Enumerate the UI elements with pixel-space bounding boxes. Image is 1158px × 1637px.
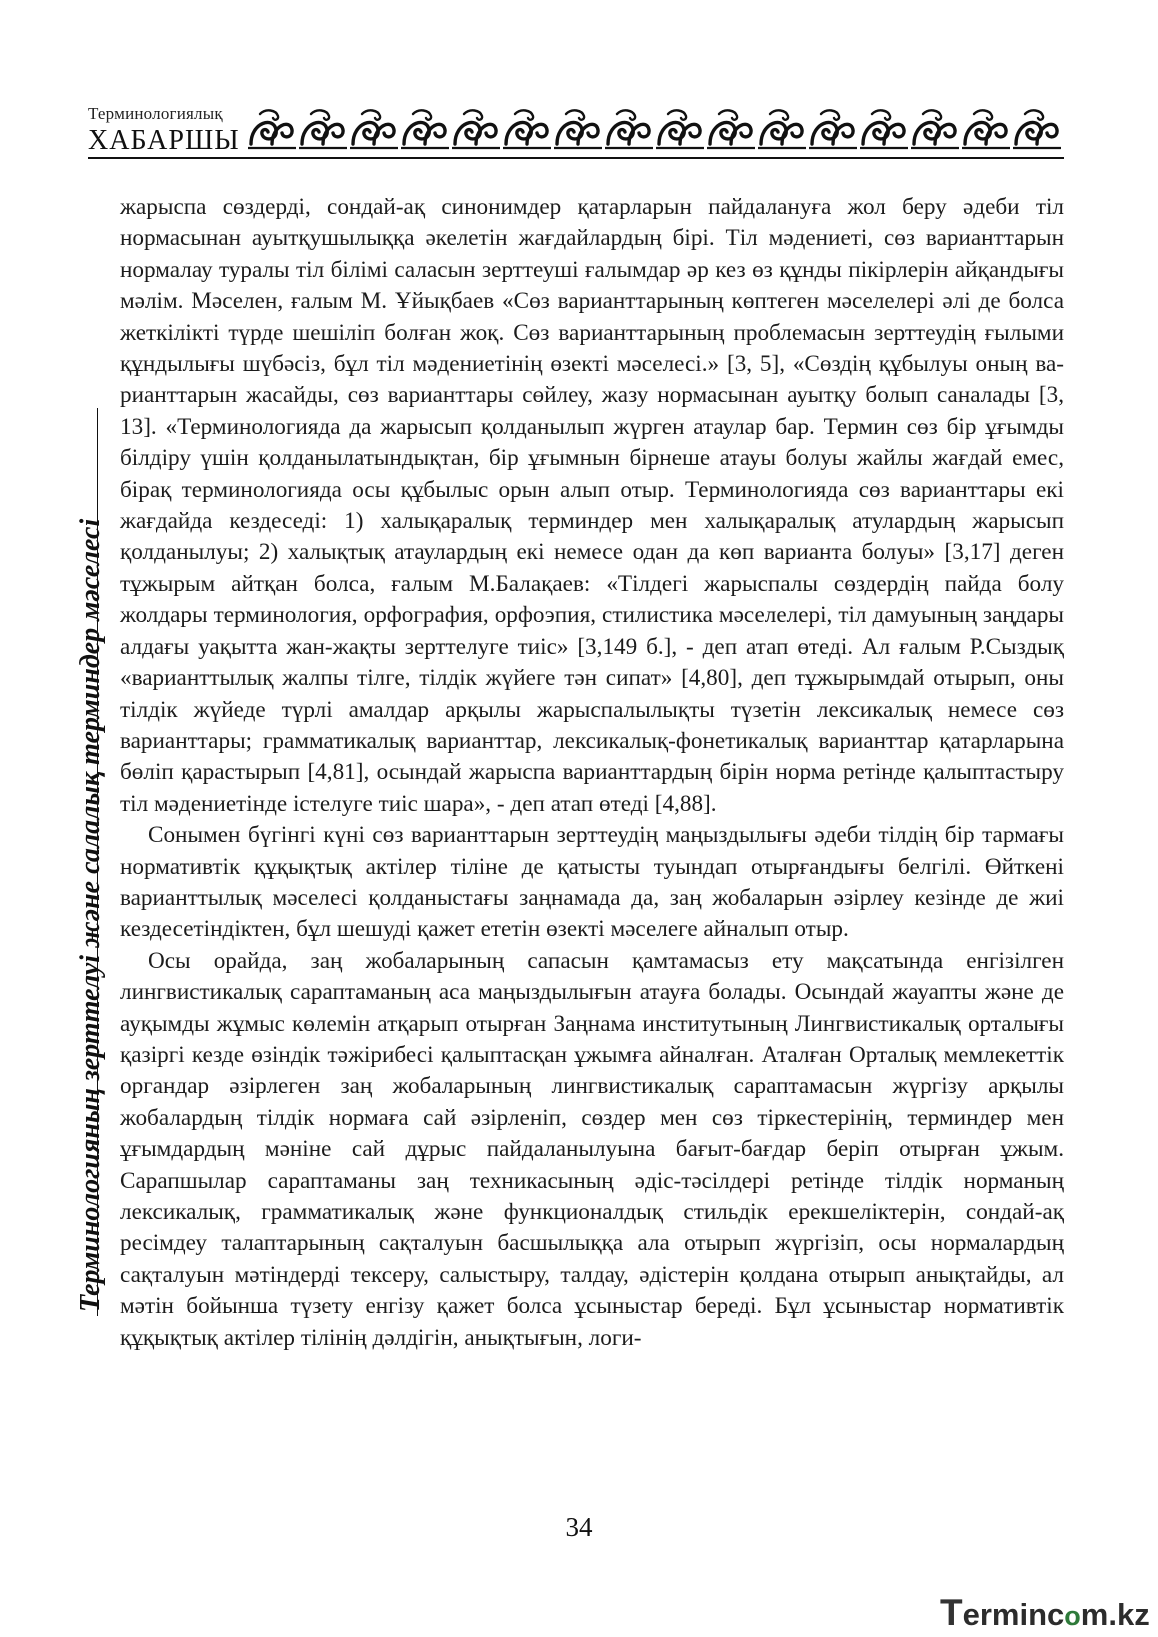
logo-text: erminc xyxy=(962,1597,1065,1632)
logo-letter: T xyxy=(940,1592,963,1633)
body-paragraph: жарыспа сөздерді, сондай-ақ синонимдер қатарларын пайдалануға жол беру әдеби тіл нормасынан ауытқушылыққа әкелетін жағдайлардың бірі. Тіл мәдениеті, сөз варианттарын нормалау туралы тіл білімі саласын зерттеуші ғалымдар әр кез өз құнды пікірлерін айқандығы мәлім. Мәселен, ғалым М. Ұйықбаев «Сөз варианттарының көптеген мәселелері әлі де болса жеткілікті түрде шешіліп болған жоқ. Сөз варианттарының проблемасын зерттеудің ғылыми құндылығы шүбәсіз, бұл тіл мәдениетінің өзекті мәселесі.» [3, 5], «Сөздің құбылуы оның варианттарын жасайды, сөз варианттары сөйлеу, жазу нормасынан ауытқу болып саналады [3, 13]. «Терминологияда да жарысып қолданылып жүрген атаулар бар. Термин сөз бір ұғымды білдіру үшін қолданылатындықтан, бір ұғымнын бірнеше атауы болуы жайлы жағдай емес, бірақ терминологияда осы құбылыс орын алып отыр. Терминологияда сөз варианттары екі жағдайда кездеседі: 1) халықаралық терминдер мен халықаралық атулардың жарысып қолданылуы; 2) халықтық атаулардың екі немесе одан да көп варианта болуы» [3,17] деген тұжырым айтқан болса, ғалым М.Балақаев: «Тілдегі жарыспалы сөздердің пайда болу жолдары терминология, орфография, орфоэпия, стилистика мәселелері, тіл дамуының заңдары алдағы уақытта жан-жақты зерттелуге тиіс» [3,149 б.], - деп атап өтеді. Ал ғалым Р.Сыздық «варианттылық жалпы тілге, тілдік жүйеге тән сипат» [4,80], деп тұжырымдай отырып, оны тілдік жүйеде түрлі амалдар арқылы жарыспалылықты түзетін лексикалық немесе сөз варианттары; грамматикалық варианттар, лексикалық-фонетикалық варианттар қатарларына бөліп қарастырып [4,81], осындай жарыспа варианттардың бірін норма ретінде қалыптастыру тіл мәдениетінде істелуге тиіс шара», - деп атап өтеді [4,88]. xyxy=(120,194,1064,817)
ornament-motif xyxy=(656,110,704,148)
ornament-motif xyxy=(605,110,653,148)
ornament-motif xyxy=(911,110,959,148)
masthead-title: ХАБАРШЫ xyxy=(88,125,240,156)
ornament-motif xyxy=(350,110,398,148)
body-paragraph: Осы орайда, заң жобаларының сапасын қамтамасыз ету мақсатында енгізілген лингвистикалық сараптаманың аса маңыздылығын атауға болады. Осындай жауапты және де ауқымды жұмыс көлемін атқарып отырған Заңнама институтының Лингвистикалық орталығы қазіргі кезде өзіндік тәжірибесі қалыптасқан ұжымға айналған. Аталған Орталық мемлекеттік органдар әзірлеген заң жобаларының лингвистикалық сараптамасын жүргізу арқылы жобалардың тілдік нормаға сай әзірленіп, сөздер мен сөз тіркестерінің, терминдер мен ұғымдардың мәніне сай дұрыс пайдаланылуына бағыт-бағдар беріп отырған ұжым. Сарапшылар сараптаманы заң техникасының әдіс-тәсілдері ретінде тілдік норманың лексикалық, грамматикалық және функционалдық стильдік ерекшеліктерін, сондай-ақ ресімдеу талаптарының сақталуын басшылыққа ала отырып жүргізіп, осы нормалардың сақталуын мәтіндерді тексеру, салыстыру, талдау, әдістерін қолдана отырып анықтайды, ал мәтін бойынша түзету енгізу қажет болса ұсыныстар береді. Бұл ұсыныстар нормативтік құқықтық актілер тілінің дәлдігін, анықтығын, логи- xyxy=(120,947,1064,1351)
ornament-motif xyxy=(809,110,857,148)
ornament-motif xyxy=(962,110,1010,148)
body-paragraph: Сонымен бүгінгі күні сөз варианттарын зерттеудің маңыздылығы әдеби тілдің бір тармағы нормативтік құқықтық актілер тіліне де қатысты туындап отырғандығы белгілі. Өйткені варианттылық мәселесі қолданыстағы заңнамада да, заң жобаларын әзірлеу кезінде де жиі кездесетіндіктен, бұл шешуді қажет ететін өзекті мәселеге айналып отыр. xyxy=(120,822,1064,943)
logo-suffix: m.kz xyxy=(1080,1597,1150,1632)
ornament-motif xyxy=(503,110,551,148)
page-number: 34 xyxy=(565,1512,593,1542)
header-rule xyxy=(88,157,1064,159)
ornament-motif xyxy=(554,110,602,148)
kazakh-ornament-icon xyxy=(246,108,1064,154)
ornament-motif xyxy=(1013,110,1061,148)
ornament-motif xyxy=(758,110,806,148)
ornament-motif xyxy=(860,110,908,148)
page-header xyxy=(88,104,1064,160)
ornament-motif xyxy=(707,110,755,148)
ornament-motif xyxy=(299,110,347,148)
ornament-motif xyxy=(401,110,449,148)
logo-accent: o xyxy=(1064,1601,1081,1631)
side-section-title: Терминологияның зерттелуі және салалық терминдер мәселесі xyxy=(75,518,106,1312)
ornament-motif xyxy=(248,110,296,148)
article-body xyxy=(120,192,1064,1354)
ornament-motif xyxy=(452,110,500,148)
masthead-subtitle: Терминологиялық xyxy=(88,104,223,123)
termincom-logo xyxy=(940,1592,1150,1633)
